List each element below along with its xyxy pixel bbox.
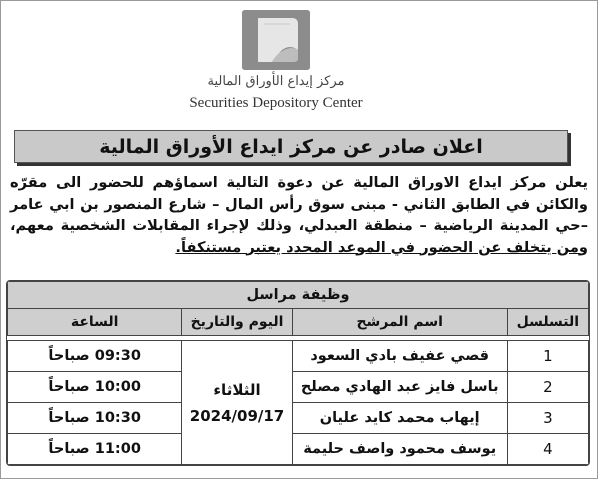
row-candidate-name: إيهاب محمد كايد عليان — [292, 403, 507, 434]
body-text-main: يعلن مركز ايداع الاوراق المالية عن دعوة التالية اسماؤهم للحضور الى مقرّه والكائن في الطابق الثاني - مبنى سوق رأس المال – شارع المنصور بن ابي عامر –حي المدينة الرياضية – منطقة العبدلي، وذلك لإجراء المقابلات الشخصية معهم، — [10, 174, 588, 234]
column-header-candidate-name: اسم المرشح — [292, 309, 507, 336]
row-sequence: 3 — [507, 403, 588, 434]
table-row — [8, 403, 589, 434]
table-row — [8, 372, 589, 403]
column-header-sequence: التسلسل — [507, 309, 588, 336]
announcement-title-bar — [14, 130, 568, 163]
interview-day-date — [182, 341, 292, 465]
logo-arabic-name: مركز إيداع الأوراق المالية — [207, 74, 345, 89]
row-time: 11:00 صباحاً — [8, 434, 182, 465]
logo-english-name: Securities Depository Center — [189, 95, 363, 111]
row-sequence: 1 — [507, 341, 588, 372]
sdc-logo-icon — [242, 10, 310, 70]
row-sequence: 2 — [507, 372, 588, 403]
row-time: 10:30 صباحاً — [8, 403, 182, 434]
column-header-day-date: اليوم والتاريخ — [182, 309, 292, 336]
row-time: 10:00 صباحاً — [8, 372, 182, 403]
row-candidate-name: قصي عفيف بادي السعود — [292, 341, 507, 372]
table-row — [8, 341, 589, 372]
row-candidate-name: باسل فايز عبد الهادي مصلح — [292, 372, 507, 403]
column-header-time: الساعة — [8, 309, 182, 336]
row-time: 09:30 صباحاً — [8, 341, 182, 372]
interview-date: 2024/09/17 — [189, 406, 285, 425]
body-text-underlined: ومن يتخلف عن الحضور في الموعد المحدد يعتبر مستنكفاً. — [175, 238, 588, 256]
interview-day: الثلاثاء — [213, 380, 261, 399]
row-candidate-name: يوسف محمود واصف حليمة — [292, 434, 507, 465]
announcement-title: اعلان صادر عن مركز ايداع الأوراق المالية — [99, 135, 483, 158]
candidates-table — [6, 280, 590, 466]
table-row — [8, 434, 589, 465]
announcement-body — [10, 172, 588, 258]
job-title: وظيفة مراسل — [8, 282, 589, 309]
row-sequence: 4 — [507, 434, 588, 465]
